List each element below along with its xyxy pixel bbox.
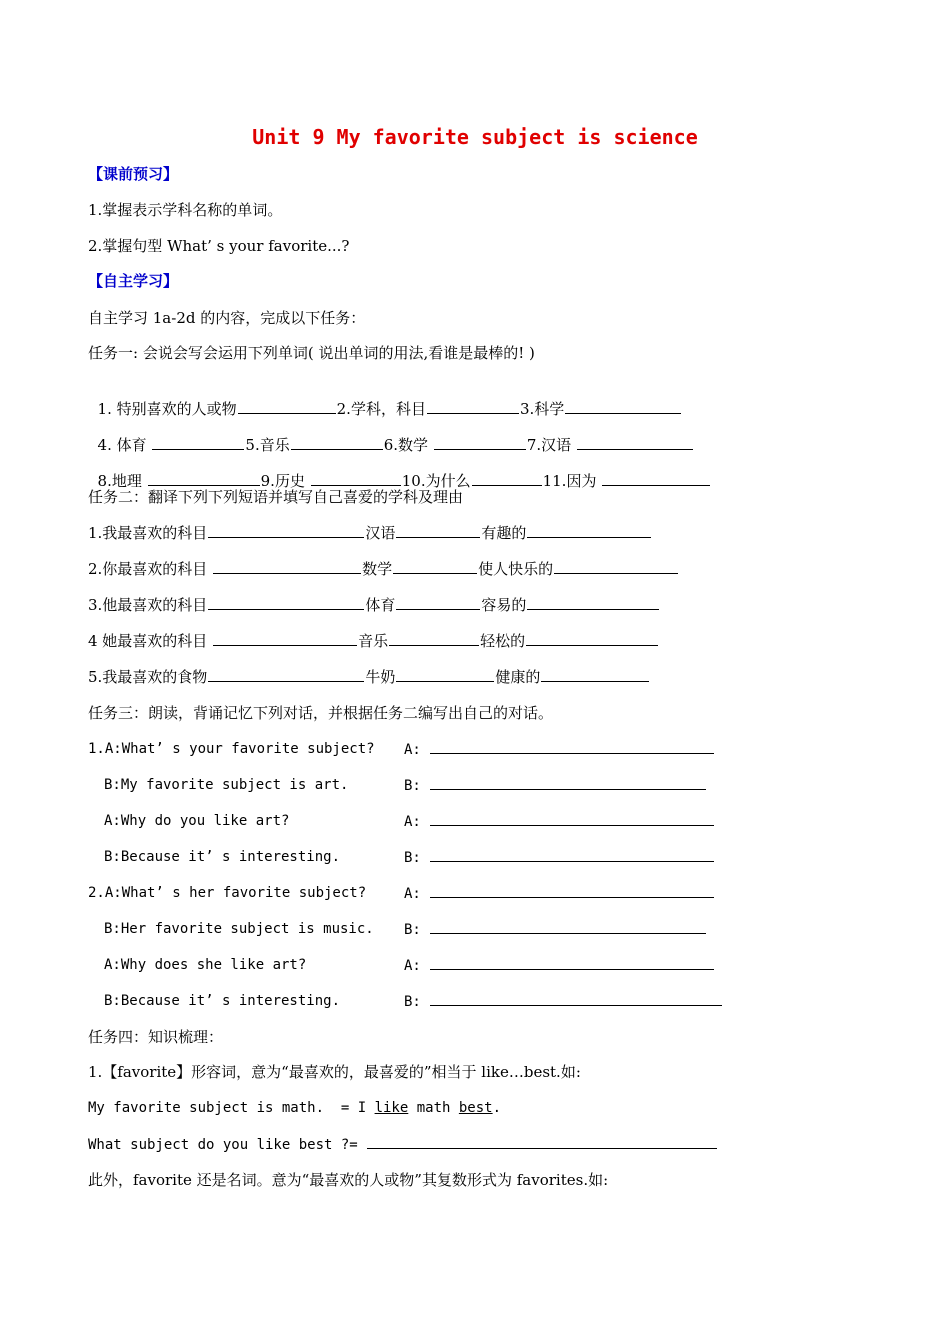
task3-heading: 任务三：朗读，背诵记忆下列对话，并根据任务二编写出自己的对话。 (88, 704, 554, 722)
page-title: Unit 9 My favorite subject is science (252, 125, 698, 149)
task4-example-2: What subject do you like best ?= (88, 1134, 718, 1155)
answer-line-4: B: (404, 847, 715, 868)
task2-heading: 任务二：翻译下列下列短语并填写自己喜爱的学科及理由 (88, 488, 464, 506)
dialog-line-5: 2.A:What’ s her favorite subject? (88, 885, 367, 901)
blank[interactable] (434, 435, 526, 450)
answer-blank[interactable] (430, 955, 714, 970)
task4-example-1: My favorite subject is math. = I like math best. (88, 1100, 502, 1116)
answer-blank[interactable] (430, 739, 714, 754)
answer-line-3: A: (404, 811, 715, 832)
answer-line-8: B: (404, 991, 723, 1012)
blank[interactable] (213, 631, 357, 646)
answer-blank[interactable] (430, 775, 706, 790)
dialog-line-3: A:Why do you like art? (104, 813, 290, 829)
answer-blank[interactable] (430, 847, 714, 862)
dialog-line-1: 1.A:What’ s your favorite subject? (88, 741, 375, 757)
task4-point-1: 1.【favorite】形容词，意为“最喜欢的，最喜爱的”相当于 like…best.如: (88, 1063, 581, 1081)
section-preview: 【课前预习】 (88, 165, 179, 183)
blank[interactable] (291, 435, 383, 450)
task2-row-3: 3.他最喜欢的科目 体育 容易的 (88, 595, 660, 615)
blank[interactable] (389, 631, 479, 646)
blank[interactable] (208, 667, 364, 682)
dialog-line-4: B:Because it’ s interesting. (104, 849, 341, 865)
blank[interactable] (311, 471, 401, 486)
task2-row-4: 4 她最喜欢的科目 音乐 轻松的 (88, 631, 659, 651)
task2-row-5: 5.我最喜欢的食物 牛奶 健康的 (88, 667, 650, 687)
blank[interactable] (527, 523, 651, 538)
answer-line-2: B: (404, 775, 707, 796)
dialog-line-2: B:My favorite subject is art. (104, 777, 349, 793)
answer-blank[interactable] (430, 991, 722, 1006)
task1-row-3: 8.地理 9.历史 10.为什么 11.因为 (88, 451, 711, 491)
task2-row-2: 2.你最喜欢的科目 数学 使人快乐的 (88, 559, 679, 579)
blank[interactable] (526, 631, 658, 646)
blank[interactable] (396, 523, 480, 538)
task4-heading: 任务四：知识梳理： (88, 1028, 224, 1046)
blank[interactable] (527, 595, 659, 610)
blank[interactable] (208, 595, 364, 610)
blank[interactable] (554, 559, 678, 574)
answer-blank[interactable] (430, 883, 714, 898)
blank[interactable] (396, 667, 494, 682)
answer-blank[interactable] (430, 811, 714, 826)
dialog-line-6: B:Her favorite subject is music. (104, 921, 374, 937)
blank[interactable] (602, 471, 710, 486)
dialog-line-8: B:Because it’ s interesting. (104, 993, 341, 1009)
blank[interactable] (577, 435, 693, 450)
task1-heading: 任务一: 会说会写会运用下列单词( 说出单词的用法,看谁是最棒的! ) (88, 344, 535, 362)
blank[interactable] (427, 399, 519, 414)
blank[interactable] (393, 559, 477, 574)
answer-line-1: A: (404, 739, 715, 760)
blank[interactable] (213, 559, 361, 574)
preview-item-2: 2.掌握句型 What’ s your favorite...? (88, 237, 350, 255)
task1-row-2: 4. 体育 5.音乐 6.数学 7.汉语 (88, 415, 694, 455)
task1-row-1: 1. 特别喜欢的人或物 2.学科，科目 3.科学 (88, 379, 682, 419)
preview-item-1: 1.掌握表示学科名称的单词。 (88, 201, 283, 219)
blank[interactable] (148, 471, 260, 486)
answer-blank[interactable] (367, 1134, 717, 1149)
task2-row-1: 1.我最喜欢的科目 汉语 有趣的 (88, 523, 652, 543)
blank[interactable] (152, 435, 244, 450)
blank[interactable] (541, 667, 649, 682)
blank[interactable] (472, 471, 542, 486)
intro-text: 自主学习 1a-2d 的内容，完成以下任务： (88, 309, 366, 327)
dialog-line-7: A:Why does she like art? (104, 957, 307, 973)
blank[interactable] (238, 399, 336, 414)
task4-point-2: 此外，favorite 还是名词。意为“最喜欢的人或物”其复数形式为 favorites.如: (88, 1171, 609, 1189)
answer-line-5: A: (404, 883, 715, 904)
answer-blank[interactable] (430, 919, 706, 934)
blank[interactable] (396, 595, 480, 610)
section-self-study: 【自主学习】 (88, 272, 179, 290)
answer-line-6: B: (404, 919, 707, 940)
answer-line-7: A: (404, 955, 715, 976)
blank[interactable] (208, 523, 364, 538)
blank[interactable] (565, 399, 681, 414)
